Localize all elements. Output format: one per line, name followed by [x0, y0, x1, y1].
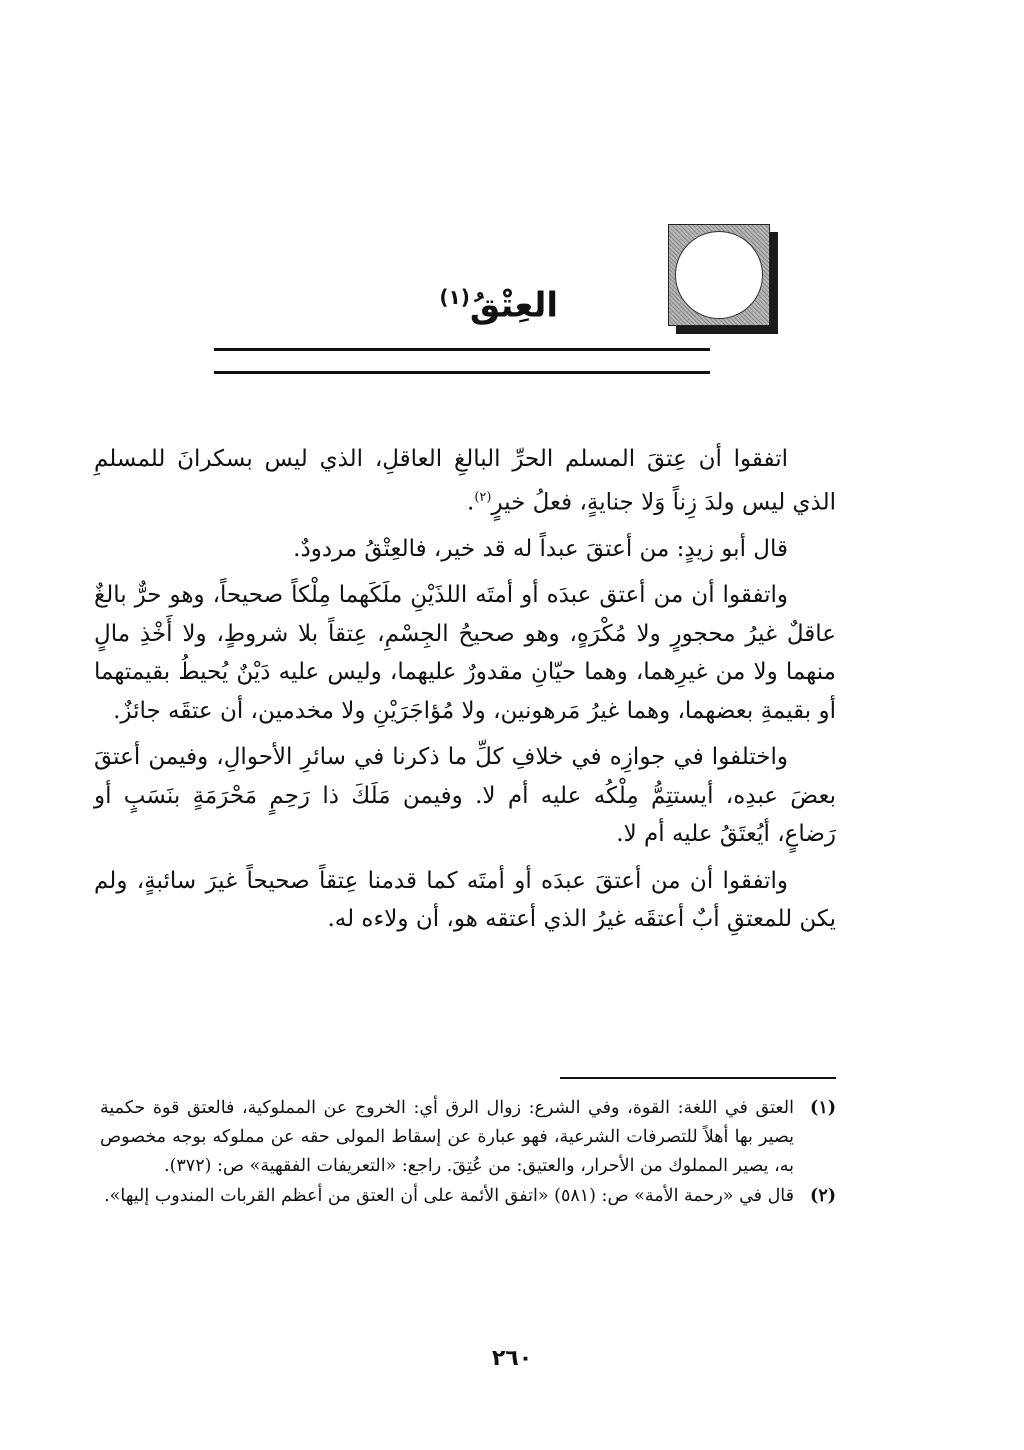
heading-rule-bottom: [214, 371, 710, 374]
chapter-heading: [439, 272, 558, 330]
footnote-text: العتق في اللغة: القوة، وفي الشرع: زوال الرق أي: الخروج عن المملوكية، فالعتق قوة حكمية يصير بها أهلاً للتصرفات الشرعية، فهو عبارة عن إسقاط المولى حقه عن مملوكه بوجه مخصوص به، يصير المملوك من الأحرار، والعتيق: من عُتِقَ. راجع: «التعريفات الفقهية» ص: (٣٧٢).: [100, 1098, 794, 1176]
footnote: [100, 1182, 836, 1211]
paragraph: واتفقوا أن من أعتقَ عبدَه أو أمتَه كما قدمنا عِتقاً صحيحاً غيرَ سائبةٍ، ولم يكن للمعتقِ أبٌ أعتقَه غيرُ الذي أعتقه هو، أن ولاءه له.: [94, 867, 836, 933]
paragraph: واتفقوا أن من أعتق عبدَه أو أمتَه اللذَيْنِ ملَكَهما مِلْكاً صحيحاً، وهو حرٌّ بالغٌ عاقلٌ غيرُ محجورٍ ولا مُكْرَهٍ، وهو صحيحُ الجِسْمِ، عِتقاً بلا شروطٍ، ولا أَخْذِ مالٍ منهما ولا من غيرِهما، وهما حيّانِ مقدورٌ عليهما، وليس عليه دَيْنٌ يُحيطُ بقيمتهما أو بقيمةِ بعضهما، وهما غيرُ مَرهونين، ولا مُؤاجَرَيْنِ ولا مخدمين، أن عتقَه جائزٌ.: [94, 582, 836, 724]
paragraph: [94, 440, 836, 522]
footnote-text: قال في «رحمة الأمة» ص: (٥٨١) «اتفق الأئمة على أن العتق من أعظم القربات المندوب إليها».: [104, 1186, 794, 1206]
emblem-frame: [668, 224, 770, 326]
page-number: ٢٦٠: [491, 1346, 533, 1371]
footnote: [100, 1094, 836, 1181]
heading-rule-top: [214, 348, 710, 351]
chapter-emblem: [668, 224, 778, 334]
paragraph-text: اتفقوا أن عِتقَ المسلم الحرِّ البالغِ العاقلِ، الذي ليس بسكرانَ للمسلمِ الذي ليس ولدَ زِناً وَلا جنايةٍ، فعلُ خيرٍ: [94, 446, 836, 516]
paragraph: قال أبو زيدٍ: من أعتقَ عبداً له قد خير، فالعِتْقُ مردودٌ.: [293, 535, 788, 562]
footnote-ref-2[interactable]: (٢): [474, 489, 492, 505]
emblem-circle: [675, 231, 763, 319]
main-text: [94, 440, 836, 947]
footnote-separator: [560, 1077, 836, 1079]
footnote-ref-1[interactable]: (١): [439, 285, 470, 309]
paragraph: واختلفوا في جوازِه في خلافِ كلِّ ما ذكرنا في سائرِ الأحوالِ، وفيمن أعتقَ بعضَ عبدِه، أيستتِمُّ مِلْكُه عليه أم لا. وفيمن مَلَكَ ذا رَحِمٍ مَحْرَمَةٍ بنَسَبٍ أو رَضاعٍ، أيُعتَقُ عليه أم لا.: [94, 744, 836, 848]
paragraph-end: .: [467, 489, 475, 516]
footnote-number: (١): [810, 1098, 836, 1118]
footnotes: [100, 1094, 836, 1212]
footnote-number: (٢): [810, 1186, 836, 1206]
chapter-title: العِتْقُ: [469, 285, 558, 326]
